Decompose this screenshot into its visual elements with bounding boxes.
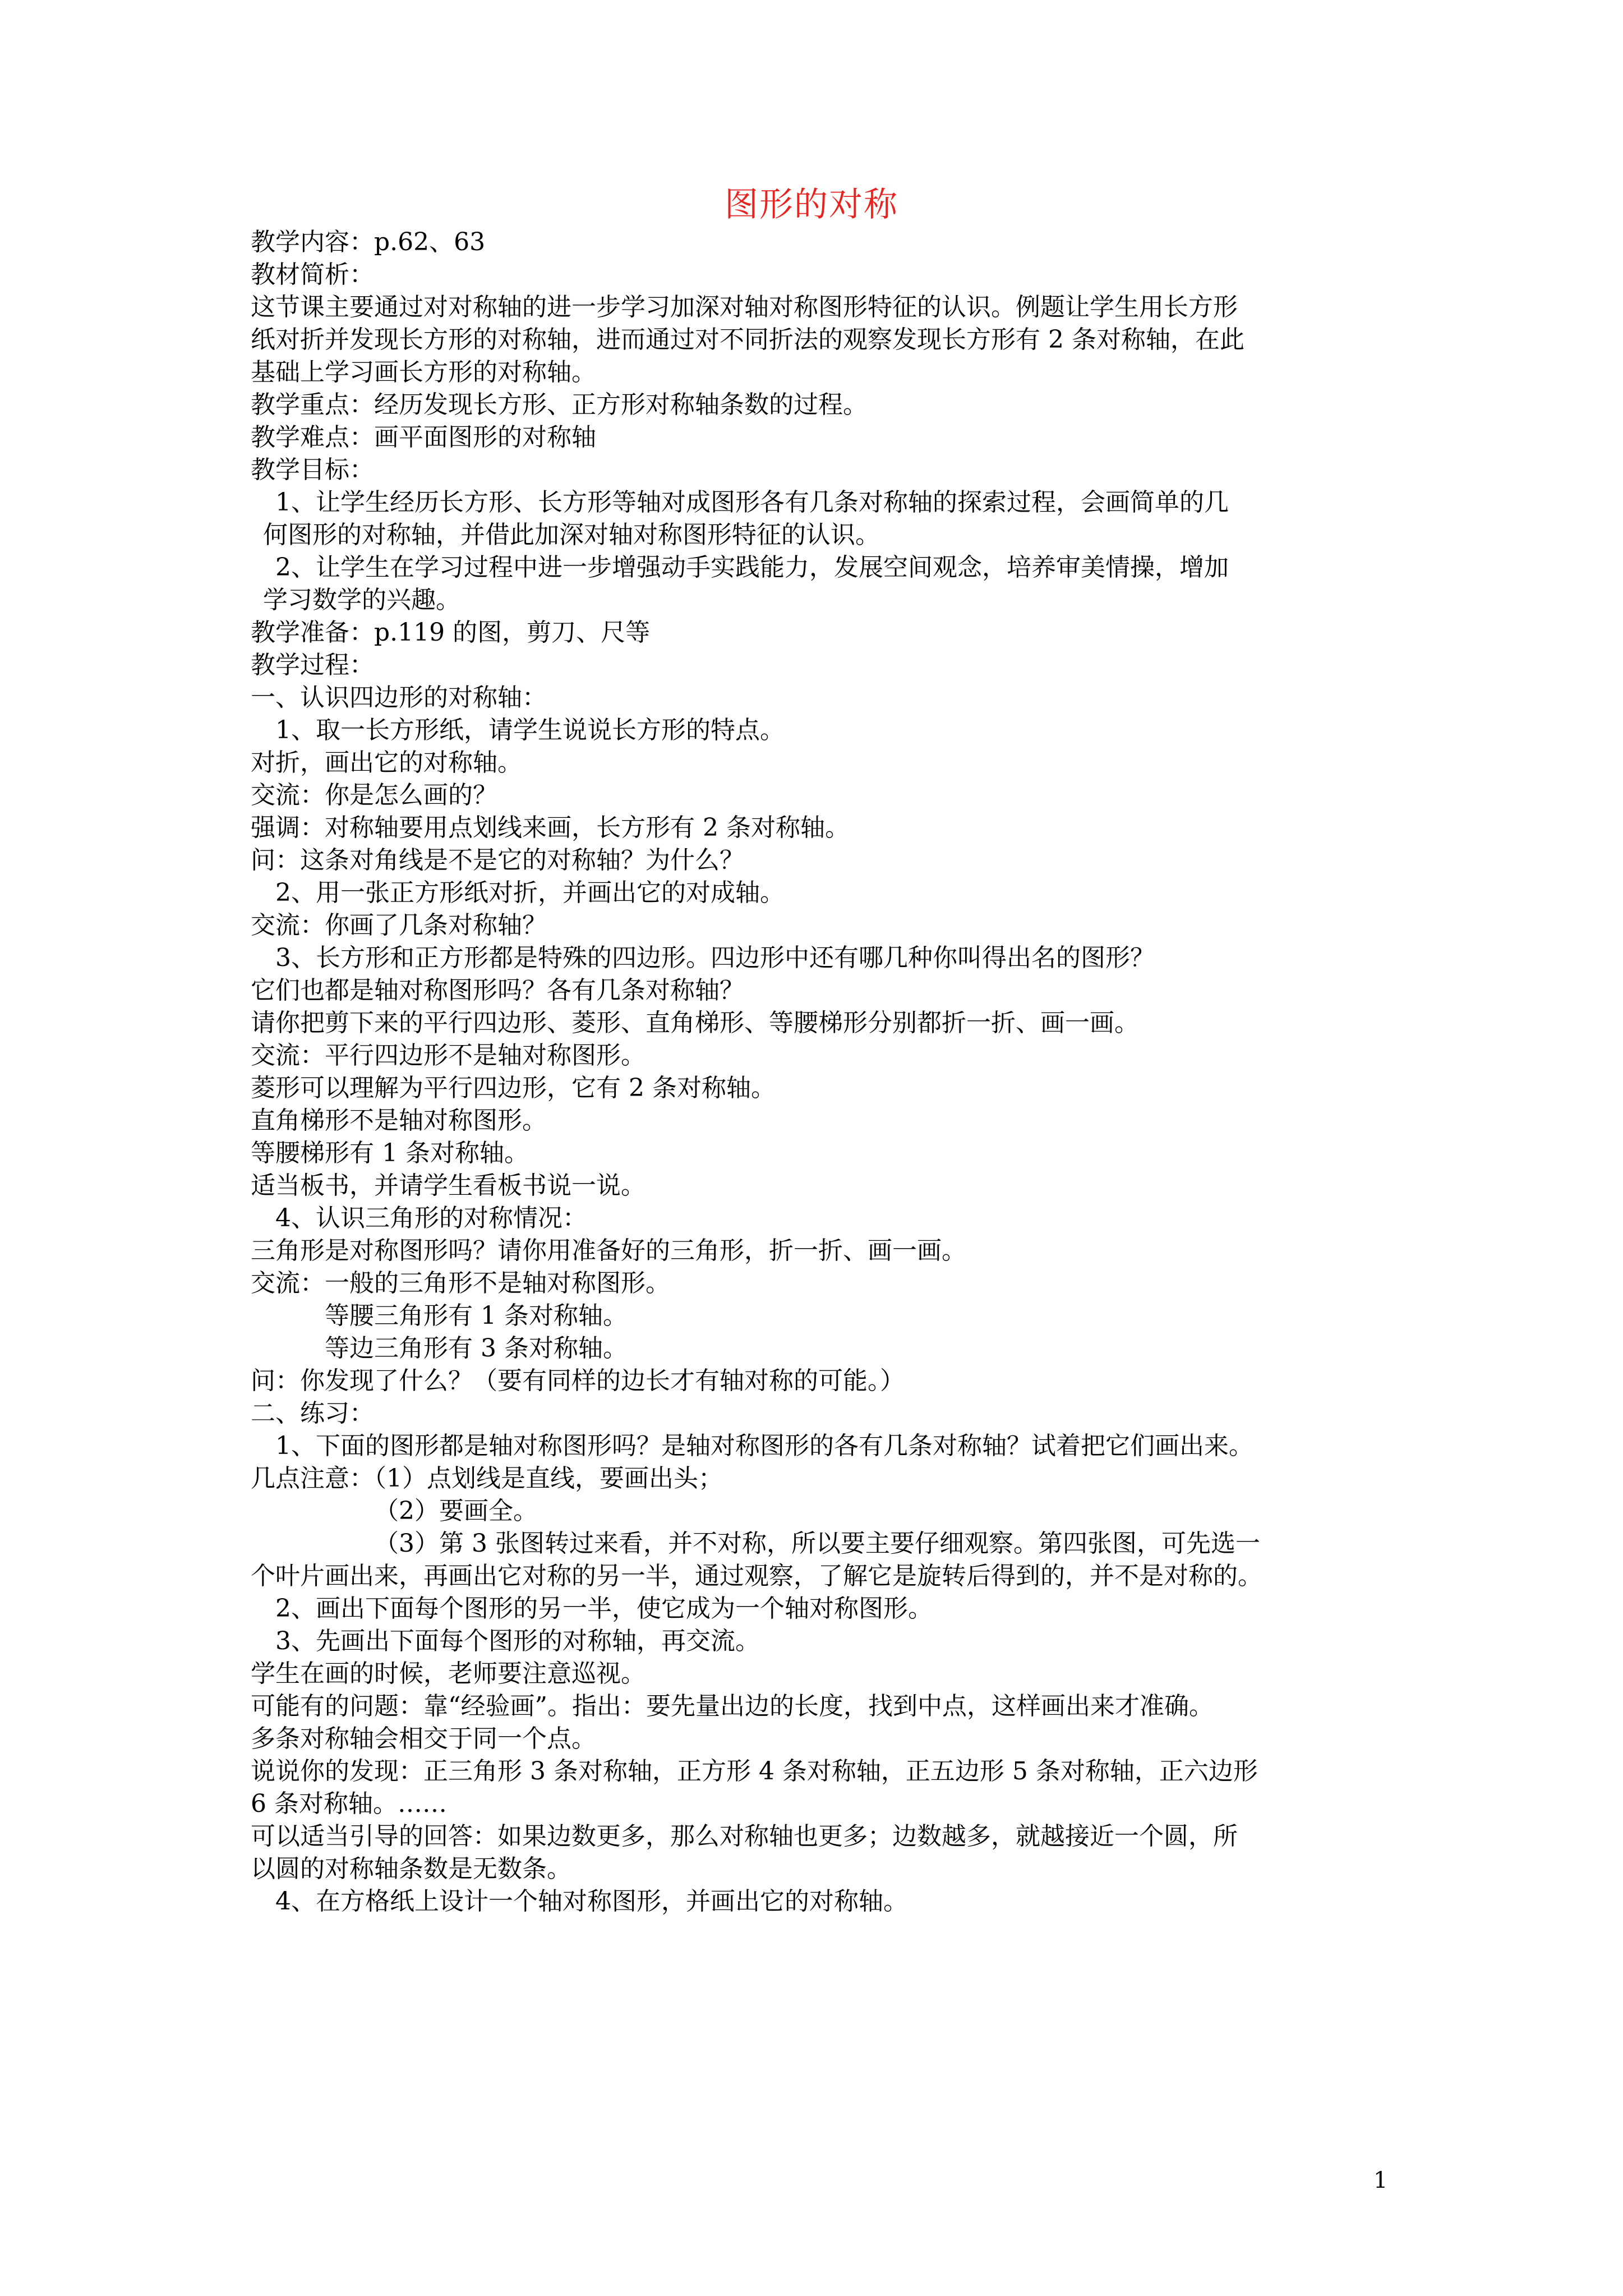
document-title: 图形的对称 [725, 185, 898, 224]
text-line: 这节课主要通过对对称轴的进一步学习加深对轴对称图形特征的认识。例题让学生用长方形 [251, 293, 1238, 321]
text-line: 以圆的对称轴条数是无数条。 [251, 1855, 571, 1883]
text-line: 2、让学生在学习过程中进一步增强动手实践能力，发展空间观念，培养审美情操，增加 [275, 553, 1229, 582]
text-line: 4、认识三角形的对称情况： [275, 1204, 587, 1232]
text-line: 几点注意：（1）点划线是直线，要画出头； [251, 1464, 723, 1493]
text-line: 可能有的问题：靠“经验画”。指出：要先量出边的长度，找到中点，这样画出来才准确。 [251, 1692, 1214, 1720]
text-line: 教学难点：画平面图形的对称轴 [251, 423, 596, 452]
text-line: 学习数学的兴趣。 [263, 586, 460, 614]
text-line: 教学目标： [251, 455, 374, 484]
text-line: 问：这条对角线是不是它的对称轴？为什么？ [251, 846, 744, 875]
text-line: 纸对折并发现长方形的对称轴，进而通过对不同折法的观察发现长方形有 2 条对称轴，在此 [251, 325, 1244, 354]
text-line: 交流：一般的三角形不是轴对称图形。 [251, 1269, 670, 1297]
text-line: 3、长方形和正方形都是特殊的四边形。四边形中还有哪几种你叫得出名的图形？ [275, 944, 1155, 972]
page-number: 1 [1373, 2168, 1388, 2193]
text-line: 适当板书，并请学生看板书说一说。 [251, 1171, 645, 1200]
text-line: 强调：对称轴要用点划线来画，长方形有 2 条对称轴。 [251, 813, 850, 842]
text-line: 教学重点：经历发现长方形、正方形对称轴条数的过程。 [251, 390, 868, 419]
text-line: 3、先画出下面每个图形的对称轴，再交流。 [275, 1627, 760, 1655]
text-line: 2、画出下面每个图形的另一半，使它成为一个轴对称图形。 [275, 1594, 933, 1623]
text-line: 多条对称轴会相交于同一个点。 [251, 1724, 596, 1753]
text-line: 交流：平行四边形不是轴对称图形。 [251, 1041, 645, 1070]
text-line: 何图形的对称轴，并借此加深对轴对称图形特征的认识。 [263, 521, 880, 549]
text-line: 基础上学习画长方形的对称轴。 [251, 358, 596, 386]
text-line: 教学过程： [251, 651, 374, 679]
text-line: 交流：你画了几条对称轴？ [251, 911, 547, 940]
text-line: 菱形可以理解为平行四边形，它有 2 条对称轴。 [251, 1074, 776, 1102]
text-line: 1、下面的图形都是轴对称图形吗？是轴对称图形的各有几条对称轴？试着把它们画出来。 [275, 1432, 1253, 1460]
text-line: 学生在画的时候，老师要注意巡视。 [251, 1659, 645, 1688]
text-line: 等腰梯形有 1 条对称轴。 [251, 1139, 529, 1167]
text-line: 可以适当引导的回答：如果边数更多，那么对称轴也更多；边数越多，就越接近一个圆，所 [251, 1822, 1238, 1851]
text-line: 教材简析： [251, 260, 374, 289]
text-line: 说说你的发现：正三角形 3 条对称轴，正方形 4 条对称轴，正五边形 5 条对称轴，正六边形 [251, 1757, 1258, 1786]
text-line: 4、在方格纸上设计一个轴对称图形，并画出它的对称轴。 [275, 1887, 908, 1916]
text-line: 三角形是对称图形吗？请你用准备好的三角形，折一折、画一画。 [251, 1236, 966, 1265]
text-line: 1、让学生经历长方形、长方形等轴对成图形各有几条对称轴的探索过程，会画简单的几 [275, 488, 1229, 517]
text-line: 它们也都是轴对称图形吗？各有几条对称轴？ [251, 976, 744, 1005]
text-line: （3）第 3 张图转过来看，并不对称，所以要主要仔细观察。第四张图，可先选一 [374, 1529, 1260, 1558]
text-line: 等腰三角形有 1 条对称轴。 [325, 1301, 628, 1330]
text-line: 教学内容：p.62、63 [251, 228, 486, 256]
text-line: 问：你发现了什么？（要有同样的边长才有轴对称的可能。） [251, 1366, 905, 1395]
text-line: 请你把剪下来的平行四边形、菱形、直角梯形、等腰梯形分别都折一折、画一画。 [251, 1009, 1139, 1037]
text-line: 交流：你是怎么画的？ [251, 781, 497, 809]
document-body [251, 226, 1400, 1918]
text-line: 个叶片画出来，再画出它对称的另一半，通过观察，了解它是旋转后得到的，并不是对称的。 [251, 1562, 1262, 1590]
text-line: 等边三角形有 3 条对称轴。 [325, 1334, 628, 1363]
text-line: 二、练习： [251, 1399, 374, 1428]
text-line: 对折，画出它的对称轴。 [251, 748, 522, 777]
text-line: 教学准备：p.119 的图，剪刀、尺等 [251, 618, 651, 647]
text-line: 一、认识四边形的对称轴： [251, 683, 547, 712]
text-line: 直角梯形不是轴对称图形。 [251, 1106, 547, 1135]
text-line: （2）要画全。 [374, 1497, 538, 1525]
text-line: 2、用一张正方形纸对折，并画出它的对成轴。 [275, 878, 785, 907]
text-line: 6 条对称轴。…… [251, 1789, 447, 1818]
text-line: 1、取一长方形纸，请学生说说长方形的特点。 [275, 716, 785, 744]
